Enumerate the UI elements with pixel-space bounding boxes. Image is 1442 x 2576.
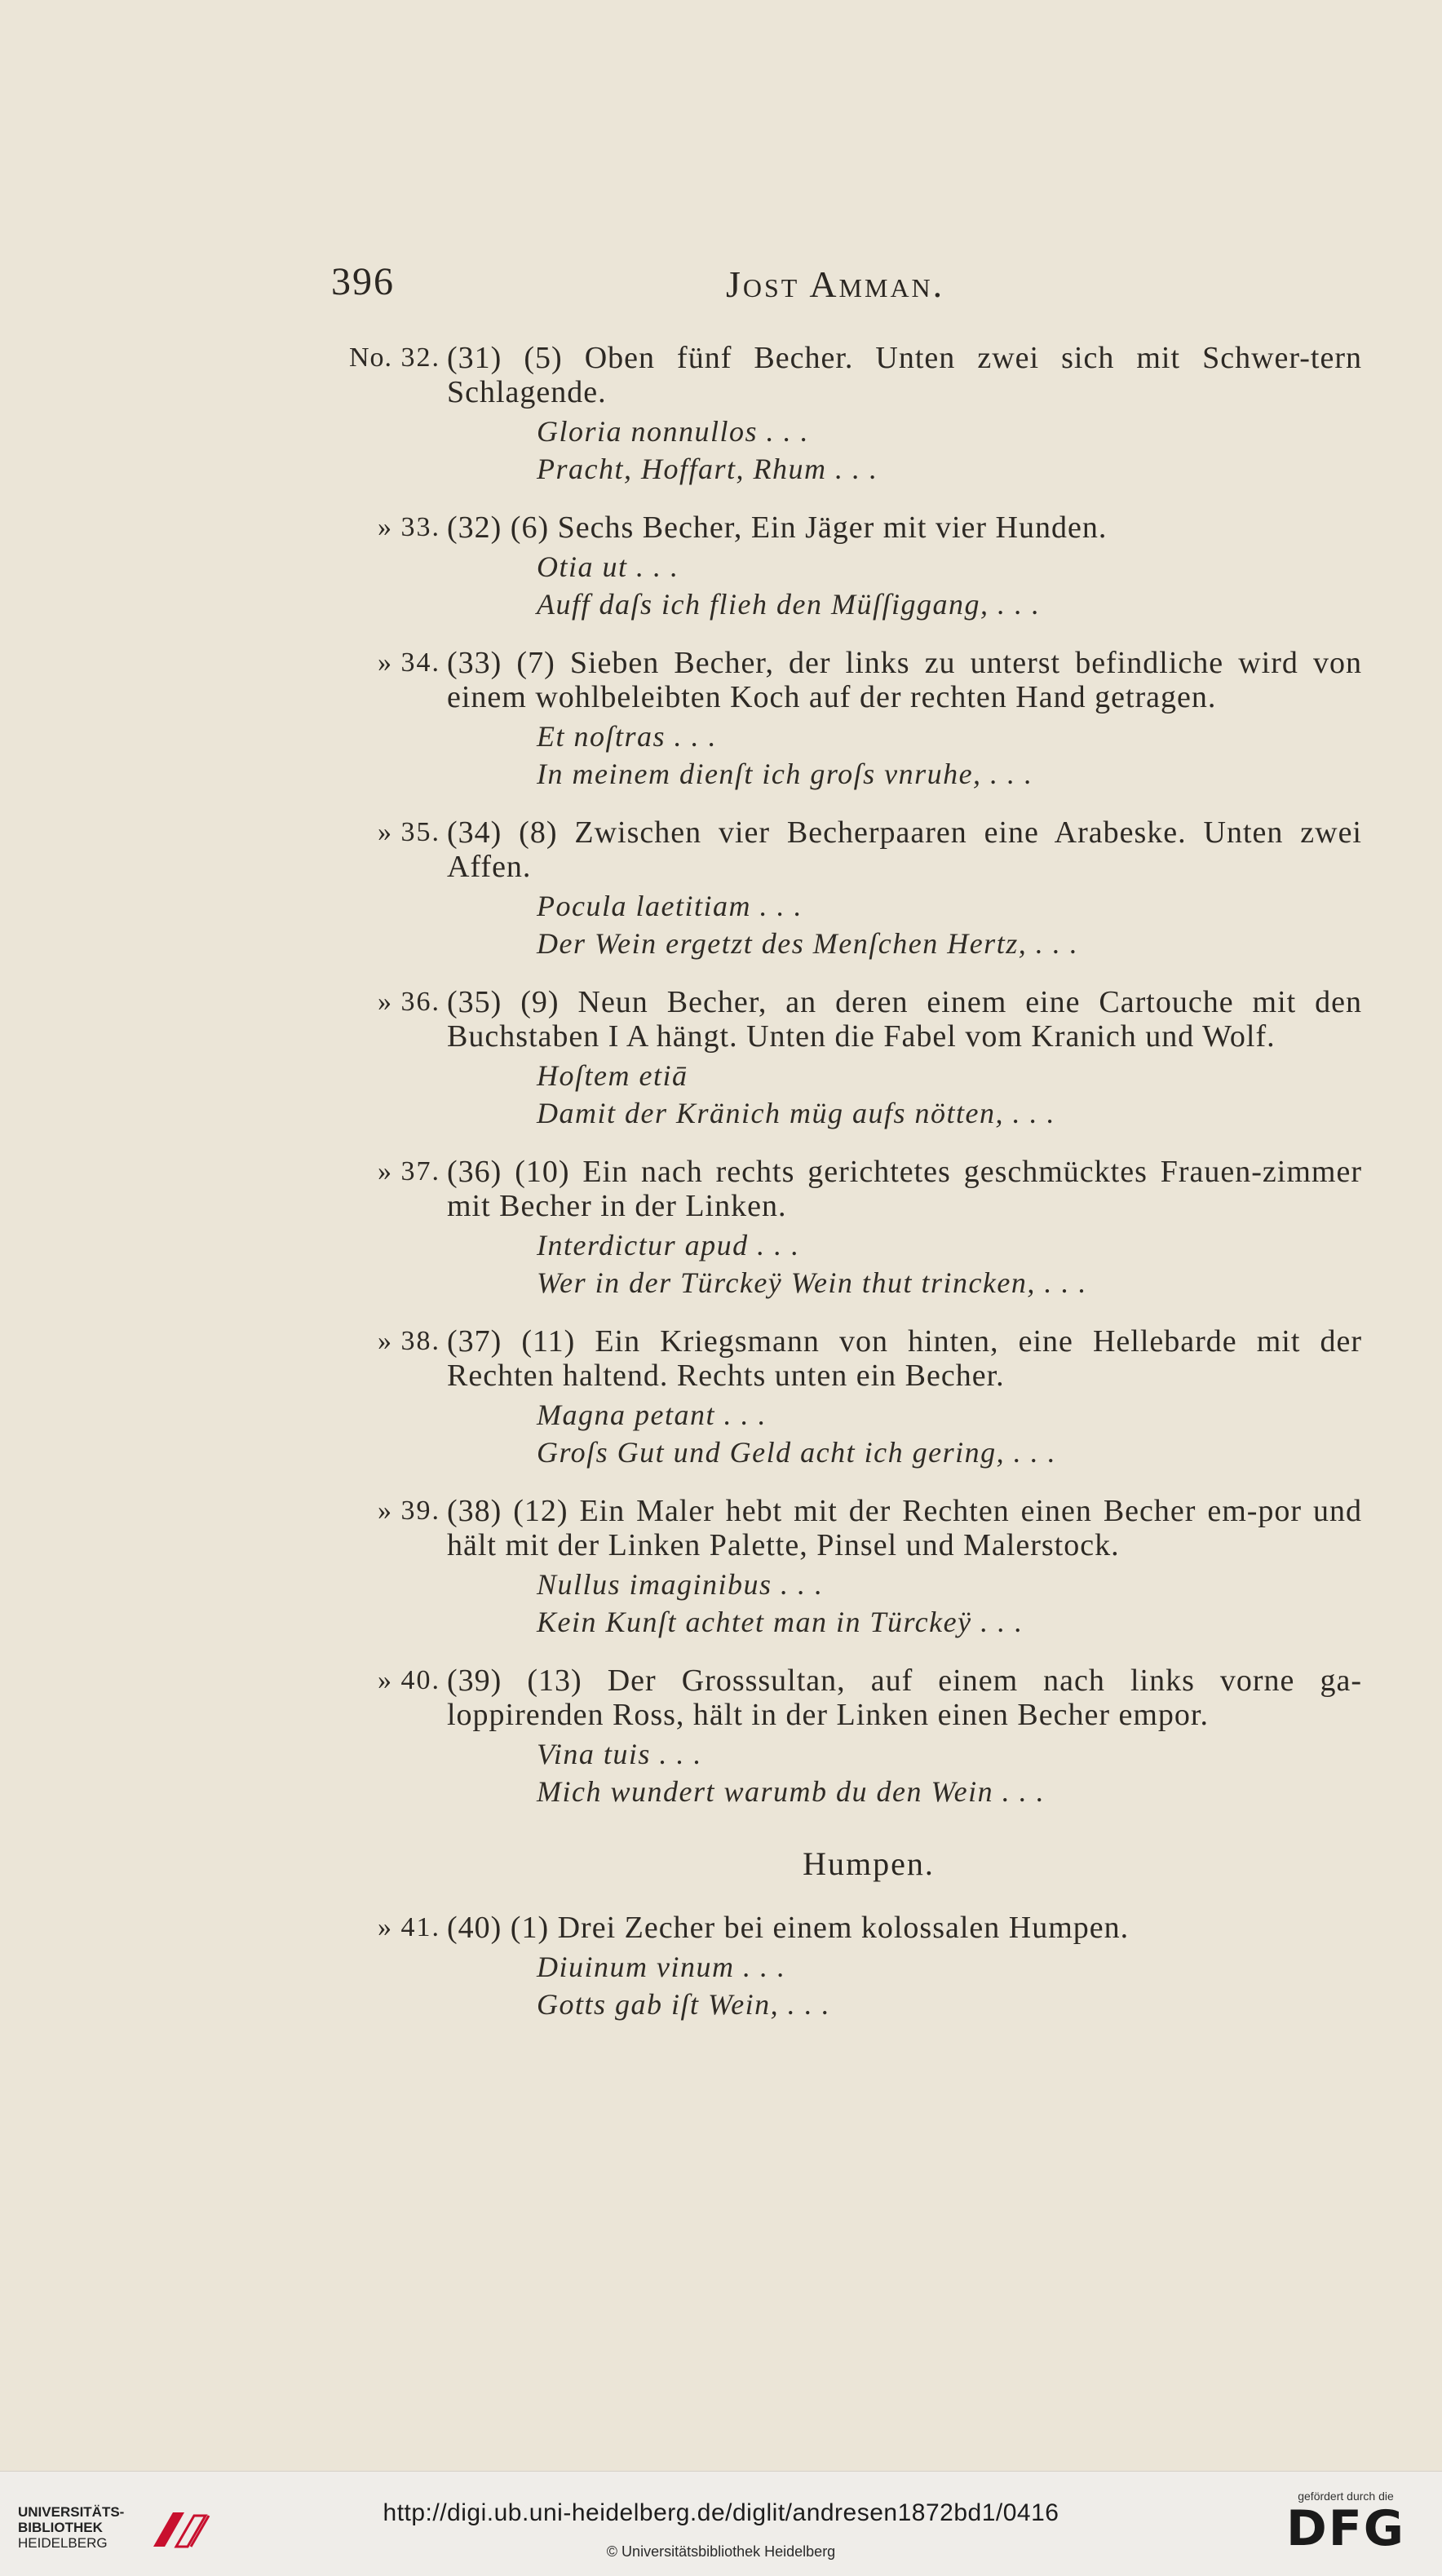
- german-verse-incipit: Auff daſs ich flieh den Müſſiggang, . . .: [537, 588, 1041, 621]
- entry-number-prefix: »: [378, 512, 392, 542]
- entry-number-value: 36.: [400, 987, 440, 1017]
- catalogue-entry: [326, 510, 1362, 623]
- entry-number: [326, 985, 440, 1019]
- running-title: Jost Amman.: [726, 263, 945, 305]
- german-verse-incipit: Der Wein ergetzt des Menſchen Hertz, . . .: [537, 927, 1079, 960]
- catalogue-entry: [326, 341, 1362, 488]
- dfg-logo: DFG: [1285, 2500, 1406, 2557]
- catalogue-entry: [326, 1664, 1362, 1810]
- entry-description-line: [326, 510, 1362, 545]
- entry-number-prefix: »: [378, 1496, 392, 1526]
- entries-main: [326, 341, 1362, 1810]
- entry-number: [326, 510, 440, 545]
- entry-number-prefix: »: [378, 1326, 392, 1356]
- german-verse-incipit: Groſs Gut und Geld acht ich gering, . . .: [537, 1436, 1057, 1469]
- page-number: 396: [331, 260, 395, 303]
- entry-description-line: [326, 815, 1362, 884]
- entry-number-prefix: »: [378, 1156, 392, 1186]
- entry-number: [326, 1664, 440, 1698]
- german-verse-incipit: Gotts gab iſt Wein, . . .: [537, 1988, 831, 2021]
- entry-description: (34) (8) Zwischen vier Becherpaaren eine Arabeske. Unten zwei Affen.: [447, 815, 1362, 884]
- catalogue-entry: [326, 646, 1362, 793]
- funder-label: gefördert durch die: [1298, 2490, 1394, 2503]
- german-verse-incipit: Kein Kunſt achtet man in Türckeÿ . . .: [537, 1606, 1024, 1638]
- entry-description: (38) (12) Ein Maler hebt mit der Rechten einen Becher em-por und hält mit der Linken Palette, Pinsel und Malerstock.: [447, 1494, 1362, 1562]
- entry-number-value: 33.: [400, 512, 440, 542]
- entry-description-line: [326, 1155, 1362, 1223]
- entry-number-prefix: »: [378, 647, 392, 678]
- latin-verse-incipit: Gloria nonnullos . . .: [537, 415, 810, 448]
- latin-verse-incipit: Diuinum vinum . . .: [537, 1951, 786, 1983]
- entry-description: (37) (11) Ein Kriegsmann von hinten, eine Hellebarde mit der Rechten haltend. Rechts unten ein Becher.: [447, 1324, 1362, 1393]
- german-verse-incipit: Damit der Kränich müg aufs nötten, . . .: [537, 1097, 1055, 1129]
- copyright-notice: © Universitätsbibliothek Heidelberg: [606, 2543, 836, 2560]
- entry-number-prefix: »: [378, 817, 392, 847]
- catalogue-entry: [326, 1494, 1362, 1641]
- catalogue-entries: [326, 341, 1362, 2046]
- page-header: [326, 259, 1362, 308]
- entry-description-line: [326, 1494, 1362, 1562]
- latin-verse-incipit: Vina tuis . . .: [537, 1738, 702, 1770]
- entry-number-value: 38.: [400, 1326, 440, 1356]
- entry-number-value: 41.: [400, 1912, 440, 1942]
- entry-description: (35) (9) Neun Becher, an deren einem eine Cartouche mit den Buchstaben I A hängt. Unten die Fabel vom Kranich und Wolf.: [447, 985, 1362, 1054]
- library-name-line: UNIVERSITÄTS-: [18, 2504, 125, 2520]
- entry-number-value: 40.: [400, 1665, 440, 1695]
- latin-verse-incipit: Magna petant . . .: [537, 1398, 767, 1431]
- entry-description-line: [326, 1664, 1362, 1732]
- catalogue-entry: [326, 1911, 1362, 2023]
- entry-description-line: [326, 1324, 1362, 1393]
- catalogue-entry: [326, 1324, 1362, 1471]
- entry-description-line: [326, 341, 1362, 409]
- entry-number: [326, 1324, 440, 1359]
- catalogue-entry: [326, 1155, 1362, 1301]
- latin-verse-incipit: Et noſtras . . .: [537, 720, 718, 753]
- entry-number: [326, 1911, 440, 1945]
- entry-number: [326, 1494, 440, 1528]
- german-verse-incipit: Mich wundert warumb du den Wein . . .: [537, 1775, 1046, 1808]
- latin-verse-incipit: Pocula laetitiam . . .: [537, 890, 803, 922]
- entry-description: (33) (7) Sieben Becher, der links zu unterst befindliche wird von einem wohlbeleibten Koch auf der rechten Hand getragen.: [447, 646, 1362, 714]
- entry-description: (39) (13) Der Grosssultan, auf einem nach links vorne ga-loppirenden Ross, hält in der Linken einen Becher empor.: [447, 1664, 1362, 1732]
- german-verse-incipit: Wer in der Türckeÿ Wein thut trincken, . . .: [537, 1266, 1087, 1299]
- entry-number-prefix: No.: [348, 342, 392, 373]
- catalogue-entry: [326, 815, 1362, 962]
- entry-number-prefix: »: [378, 1912, 392, 1942]
- latin-verse-incipit: Hoſtem etiā: [537, 1059, 688, 1092]
- entry-number: [326, 646, 440, 680]
- entry-number-value: 35.: [400, 817, 440, 847]
- latin-verse-incipit: Interdictur apud . . .: [537, 1229, 800, 1261]
- entry-number: [326, 1155, 440, 1189]
- funder-badge[interactable]: [1272, 2490, 1419, 2568]
- entry-number: [326, 815, 440, 850]
- latin-verse-incipit: Nullus imaginibus . . .: [537, 1568, 824, 1601]
- entries-section: [326, 1911, 1362, 2023]
- entry-number-prefix: »: [378, 987, 392, 1017]
- library-name-line: BIBLIOTHEK: [18, 2520, 103, 2535]
- library-name-line: HEIDELBERG: [18, 2535, 108, 2551]
- digital-library-footer: [0, 2471, 1442, 2576]
- permalink-url[interactable]: http://digi.ub.uni-heidelberg.de/diglit/andresen1872bd1/0416: [383, 2499, 1059, 2526]
- entry-description-line: [326, 1911, 1362, 1945]
- entry-description: (36) (10) Ein nach rechts gerichtetes geschmücktes Frauen-zimmer mit Becher in der Linken.: [447, 1155, 1362, 1223]
- entry-description: (32) (6) Sechs Becher, Ein Jäger mit vier Hunden.: [447, 510, 1108, 545]
- entry-description: (31) (5) Oben fünf Becher. Unten zwei sich mit Schwer-tern Schlagende.: [447, 341, 1362, 409]
- entry-description: (40) (1) Drei Zecher bei einem kolossalen Humpen.: [447, 1911, 1130, 1945]
- entry-number-value: 37.: [400, 1156, 440, 1186]
- german-verse-incipit: In meinem dienſt ich groſs vnruhe, . . .: [537, 758, 1033, 790]
- entry-number-value: 32.: [400, 342, 440, 373]
- entry-number-value: 34.: [400, 647, 440, 678]
- section-heading: Humpen.: [803, 1845, 935, 1882]
- entry-number: [326, 341, 440, 375]
- entry-number-value: 39.: [400, 1496, 440, 1526]
- entry-description-line: [326, 985, 1362, 1054]
- catalogue-entry: [326, 985, 1362, 1132]
- german-verse-incipit: Pracht, Hoffart, Rhum . . .: [537, 453, 878, 485]
- latin-verse-incipit: Otia ut . . .: [537, 550, 679, 583]
- entry-description-line: [326, 646, 1362, 714]
- entry-number-prefix: »: [378, 1665, 392, 1695]
